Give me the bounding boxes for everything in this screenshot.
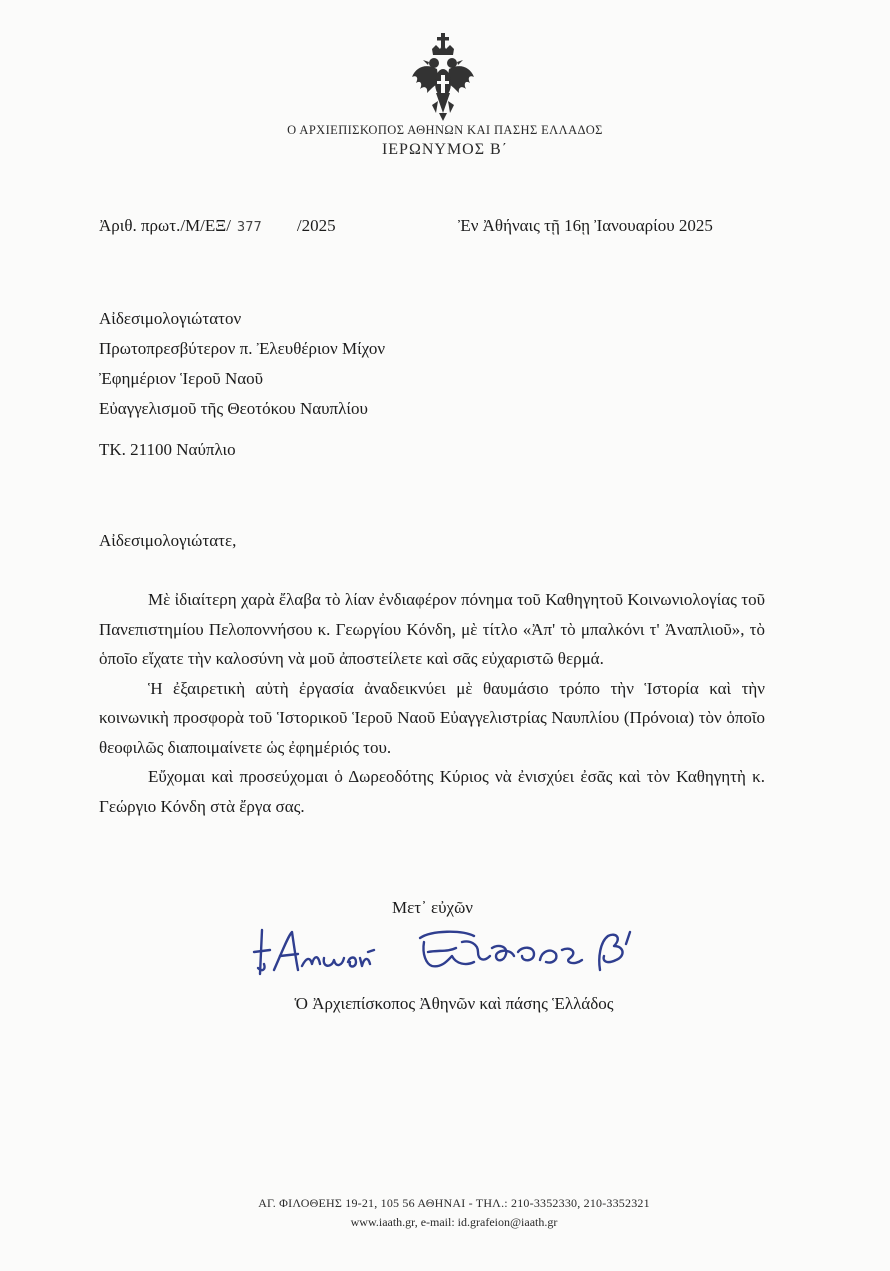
recipient-line: Εὐαγγελισμοῦ τῆς Θεοτόκου Ναυπλίου bbox=[99, 399, 368, 418]
protocol-year: /2025 bbox=[296, 216, 336, 235]
postal-code: ΤΚ. 21100 Ναύπλιο bbox=[99, 440, 236, 459]
recipient-line: Αἰδεσιμολογιώτατον bbox=[99, 309, 242, 328]
handwritten-signature bbox=[252, 922, 637, 984]
body-paragraph: Ἡ ἐξαιρετικὴ αὐτὴ ἐργασία ἀναδεικνύει μὲ θαυμάσιο τρόπο τὴν Ἱστορία καὶ τὴν κοινωνικὴ προσφορὰ τοῦ Ἱστορικοῦ Ἱεροῦ Ναοῦ Εὐαγγελιστρίας Ναυπλίου (Πρόνοια) τὸν ὁποῖο θεοφιλῶς διαποιμαίνετε ὡς ἐφημέριός του. bbox=[99, 678, 765, 757]
signer-title: Ὁ Ἀρχιεπίσκοπος Ἀθηνῶν καὶ πάσης Ἑλλάδος bbox=[294, 994, 614, 1013]
office-title: Ο ΑΡΧΙΕΠΙΣΚΟΠΟΣ ΑΘΗΝΩΝ ΚΑΙ ΠΑΣΗΣ ΕΛΛΑΔΟΣ bbox=[287, 123, 603, 137]
archbishop-name: ΙΕΡΩΝΥΜΟΣ Β΄ bbox=[381, 141, 509, 158]
closing: Μετ᾽ εὐχῶν bbox=[392, 898, 473, 917]
letter-date: Ἐν Ἀθήναις τῇ 16ῃ Ἰανουαρίου 2025 bbox=[458, 216, 713, 235]
recipient-line: Ἐφημέριον Ἱεροῦ Ναοῦ bbox=[99, 369, 264, 388]
footer-contact: www.iaath.gr, e-mail: id.grafeion@iaath.gr bbox=[350, 1215, 558, 1229]
footer-address: ΑΓ. ΦΙΛΟΘΕΗΣ 19-21, 105 56 ΑΘΗΝΑΙ - ΤΗΛ.: 210-3352330, 210-3352321 bbox=[258, 1196, 650, 1210]
protocol-number: 377 bbox=[236, 220, 262, 235]
protocol-reference bbox=[99, 216, 336, 236]
letter-body bbox=[99, 585, 765, 821]
body-paragraph: Μὲ ἰδιαίτερη χαρὰ ἔλαβα τὸ λίαν ἐνδιαφέρον πόνημα τοῦ Καθηγητοῦ Κοινωνιολογίας τοῦ Πανεπιστημίου Πελοποννήσου κ. Γεωργίου Κόνδη, μὲ τίτλο «Ἀπ' τὸ μπαλκόνι τ' Ἀναπλιοῦ», τὸ ὁποῖο εἴχατε τὴν καλοσύνη νὰ μοῦ ἀποστείλετε καὶ σᾶς εὐχαριστῶ θερμά. bbox=[99, 590, 765, 668]
recipient-line: Πρωτοπρεσβύτερον π. Ἐλευθέριον Μίχον bbox=[99, 339, 386, 358]
double-headed-eagle-icon bbox=[410, 33, 476, 123]
recipient-address bbox=[99, 304, 385, 424]
body-paragraph: Εὔχομαι καὶ προσεύχομαι ὁ Δωρεοδότης Κύριος νὰ ἐνισχύει ἐσᾶς καὶ τὸν Καθηγητὴ κ. Γεώργιο Κόνδη στὰ ἔργα σας. bbox=[99, 767, 765, 816]
protocol-prefix: Ἀριθ. πρωτ./Μ/ΕΞ/ bbox=[99, 216, 231, 235]
salutation: Αἰδεσιμολογιώτατε, bbox=[99, 531, 237, 550]
